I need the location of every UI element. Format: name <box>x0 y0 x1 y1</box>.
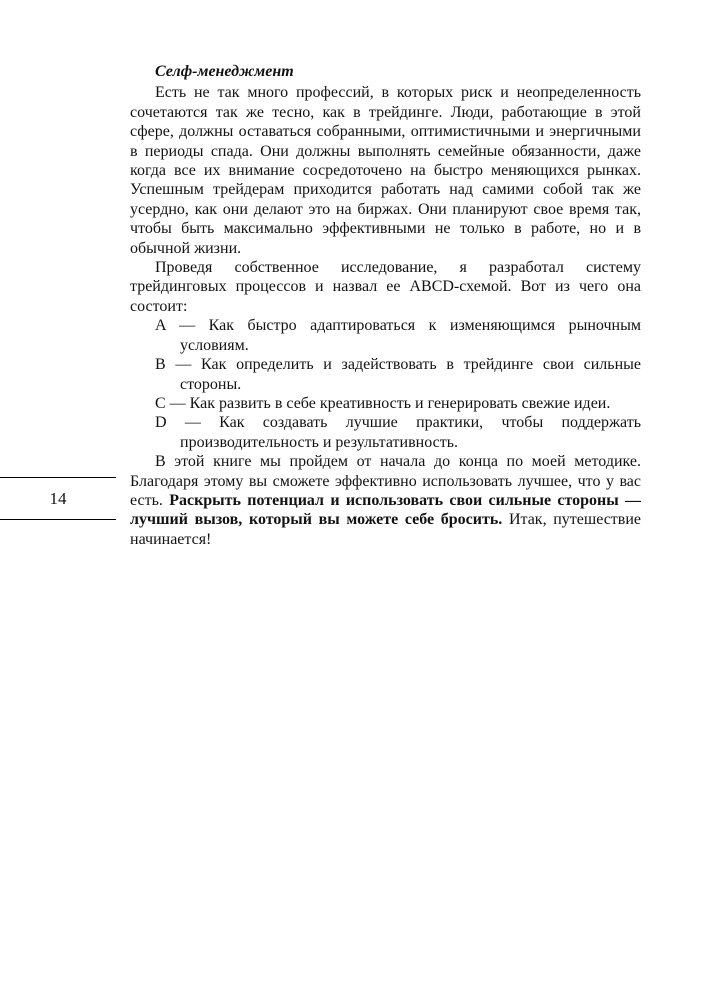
abcd-list <box>130 316 641 452</box>
list-item-a: A — Как быстро адаптироваться к изменяющимся рыночным условиям. <box>155 317 641 354</box>
section-heading: Селф-менеджмент <box>155 63 294 80</box>
closing-text-bold: Раскрыть потенциал и использовать свои сильные стороны — лучший вызов, который вы можете себе бросить. <box>130 491 642 529</box>
page-number-block <box>0 477 116 520</box>
paragraph-closing <box>130 452 641 549</box>
closing-text-end: Итак, путешествие начинается! <box>130 511 642 548</box>
text-block <box>130 62 641 549</box>
closing-text-start: В этой книге мы пройдем от начала до конца по моей методике. Благодаря этому вы сможете эффективно использовать лучшее, что у вас есть. <box>130 453 641 509</box>
page-number: 14 <box>49 488 67 508</box>
paragraph-abcd: Проведя собственное исследование, я разработал систему трейдинговых процессов и назвал ее ABCD-схемой. Вот из чего она состоит: <box>130 259 641 315</box>
list-item-c: C — Как развить в себе креативность и генерировать свежие идеи. <box>155 394 611 412</box>
list-item-d: D — Как создавать лучшие практики, чтобы поддержать производительность и результативность. <box>155 414 641 451</box>
paragraph-intro: Есть не так много профессий, в которых риск и неопределенность сочетаются так же тесно, как в трейдинге. Люди, работающие в этой сфере, должны оставаться собранными, оптимистичными и энергичными в периоды спада. Они должны выполнять семейные обязанности, даже когда все их внимание сосредоточено на быстро меняющихся рынках. Успешным трейдерам приходится работать над самими собой так же усердно, как они делают это на биржах. Они планируют свое время так, чтобы быть максимально эффективными не только в работе, но и в обычной жизни. <box>130 84 641 257</box>
list-item-b: B — Как определить и задействовать в трейдинге свои сильные стороны. <box>155 356 641 393</box>
